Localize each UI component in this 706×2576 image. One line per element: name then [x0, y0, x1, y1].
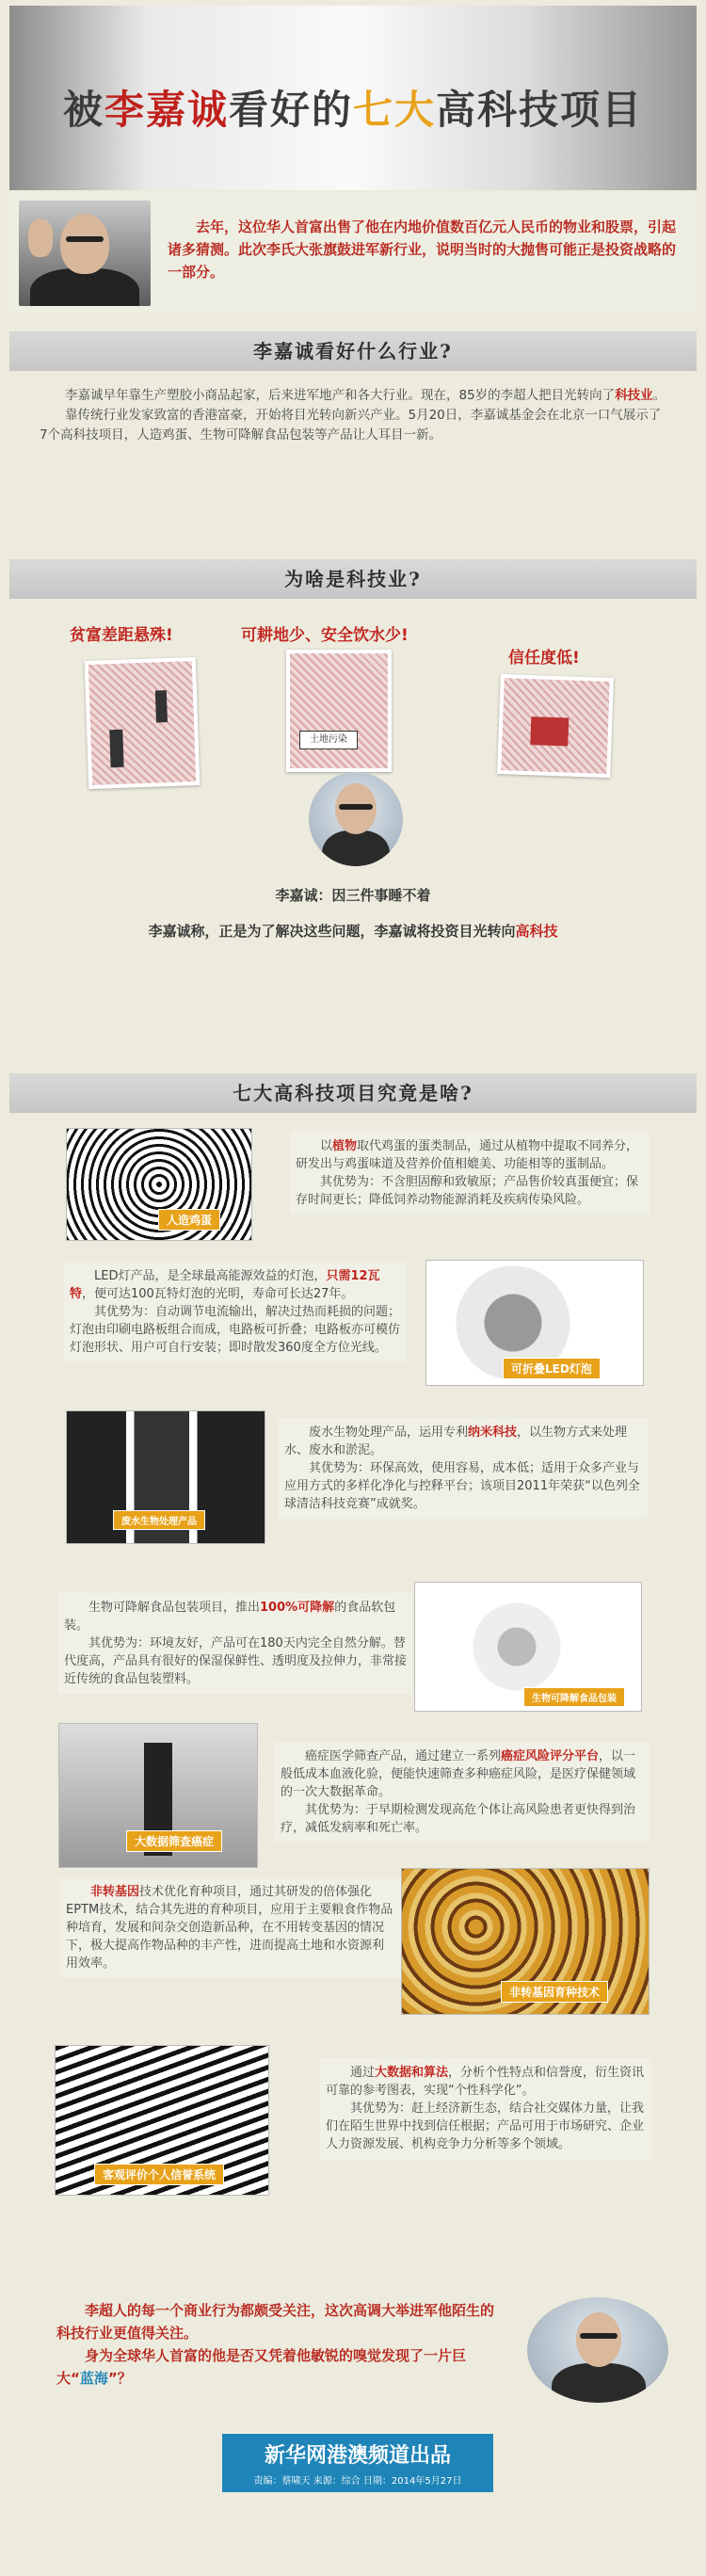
section-header-projects: [9, 1073, 697, 1113]
title-part: 高科技项目: [436, 87, 644, 133]
intro-block: [9, 193, 697, 314]
project-desc-egg: 以植物取代鸡蛋的蛋类制品，通过从植物中提取不同养分，研发出与鸡蛋味道及营养价值相媲美、功能相等的蛋制品。 其优势为：不含胆固醇和致敏原；产品售价较真蛋便宜；保存时间更长；降低饲养动物能源消耗及疾病传染风险。: [290, 1132, 650, 1215]
low-trust-cartoon: [497, 674, 614, 778]
section-title: 李嘉诚看好什么行业?: [253, 340, 453, 362]
highlight-tech: 科技业: [615, 388, 653, 403]
intro-text: 去年，这位华人首富出售了他在内地价值数百亿元人民币的物业和股票，引起诸多猜测。此次李氏大张旗鼓进军新行业，说明当时的大抛售可能正是投资战略的一部分。: [168, 218, 677, 281]
project-tag-cancer: 大数据筛查癌症: [126, 1830, 222, 1852]
title-seven: 七大: [353, 87, 437, 133]
project-desc-led: LED灯产品，是全球最高能源效益的灯泡，只需12瓦特，便可达100瓦特灯泡的光明，寿命可长达27年。 其优势为：自动调节电流输出，解决过热而耗损的问题；灯泡由印刷电路板组合而成，电路板可折叠；电路板亦可模仿灯泡形状、用户可自行安装；即时散发360度全方位光线。: [64, 1262, 407, 1362]
section-header-why: [9, 559, 697, 599]
reason-caption-3: 信任度低!: [508, 649, 580, 668]
project-desc-packaging: 生物可降解食品包装项目，推出100%可降解的食品软包装。 其优势为：环境友好，产品可在180天内完全自然分解。替代度高，产品具有很好的保湿保鲜性、透明度及拉伸力，非常接近传统的食品包装塑料。: [58, 1593, 412, 1694]
project-desc-cancer: 癌症医学筛查产品，通过建立一系列癌症风险评分平台，以一般低成本血液化验，便能快速筛查多种癌症风险，是医疗保健领域的一次大数据革命。 其优势为：于早期检测发现高危个体让高风险患者更快得到治疗，减低发病率和死亡率。: [275, 1742, 650, 1843]
section1-text: 李嘉诚早年靠生产塑胶小商品起家，后来进军地产和各大行业。现在，85岁的李超人把目光转向了科技业。 靠传统行业发家致富的香港富豪，开始将目光转向新兴产业。5月20日，李嘉诚基金会在北京一口气展示了7个高科技项目，人造鸡蛋、生物可降解食品包装等产品让人耳目一新。: [40, 388, 666, 443]
section-title: 为啥是科技业?: [284, 568, 422, 590]
title-name: 李嘉诚: [104, 87, 229, 133]
project-desc-breeding: 非转基因技术优化育种项目，通过其研发的倍体强化EPTM技术，结合其先进的育种项目，应用于主要粮食作物品种培育，发展和间杂交创造新品种，在不用转变基因的情况下，极大提高作物品种的丰产性，进而提高土地和水资源利用效率。: [60, 1877, 401, 1978]
li-ka-shing-headshot: [309, 772, 403, 866]
land-pollution-cartoon: [286, 650, 392, 772]
wealth-gap-cartoon: [85, 657, 201, 789]
project-tag-wastewater: 废水生物处理产品: [113, 1510, 205, 1530]
reason-caption-2: 可耕地少、安全饮水少!: [241, 626, 409, 645]
reason-caption-1: 贫富差距悬殊!: [70, 626, 173, 645]
highlight-hightech: 高科技: [515, 923, 558, 940]
header-banner: [9, 6, 697, 190]
title-part: 被: [62, 87, 104, 133]
credit-line: 责编：蔡啸天 来源：综合 日期：2014年5月27日: [253, 2476, 462, 2487]
title-part: 看好的: [228, 87, 353, 133]
project-tag-breeding: 非转基因育种技术: [501, 1981, 608, 2003]
li-ka-shing-smiling-photo: [527, 2297, 668, 2403]
project-desc-credit: 通过大数据和算法，分析个性特点和信誉度，衍生资讯可靠的参考图表，实现“个性科学化”。 其优势为：赶上经济新生态，结合社交媒体力量，让我们在陌生世界中找到信任根据；产品可用于市场研究、企业人力资源发展、机构竞争力分析等多个领域。: [320, 2058, 651, 2159]
reason-summary: 李嘉诚称，正是为了解决这些问题，李嘉诚将投资目光转向高科技: [148, 923, 558, 940]
section-title: 七大高科技项目究竟是啥?: [233, 1082, 473, 1104]
section-header-industry: [9, 331, 697, 371]
project-tag-credit: 客观评价个人信誉系统: [94, 2164, 224, 2185]
land-pollution-sign: 土地污染: [299, 731, 358, 749]
quote-caption: 李嘉诚：因三件事睡不着: [275, 887, 431, 904]
project-tag-led: 可折叠LED灯泡: [503, 1358, 601, 1379]
project-tag-packaging: 生物可降解食品包装: [523, 1687, 625, 1707]
page-title: [9, 79, 697, 136]
brand-name: 新华网港澳频道出品: [264, 2444, 451, 2468]
project-desc-wastewater: 废水生物处理产品，运用专利纳米科技，以生物方式来处理水、废水和淤泥。 其优势为：环保高效，使用容易，成本低；适用于众多产业与应用方式的多样化净化与控释平台；该项目2011年荣获“以色列全球清洁科技竞赛”成就奖。: [279, 1418, 648, 1519]
li-ka-shing-photo: [19, 201, 151, 306]
closing-text: 李超人的每一个商业行为都颇受关注，这次高调大举进军他陌生的科技行业更值得关注。 身为全球华人首富的他是否又凭着他敏锐的嗅觉发现了一片巨大“蓝海”？: [56, 2302, 495, 2387]
highlight-blue-ocean: 蓝海: [79, 2370, 108, 2387]
project-tag-egg: 人造鸡蛋: [158, 1209, 220, 1231]
brand-footer: [222, 2434, 493, 2492]
